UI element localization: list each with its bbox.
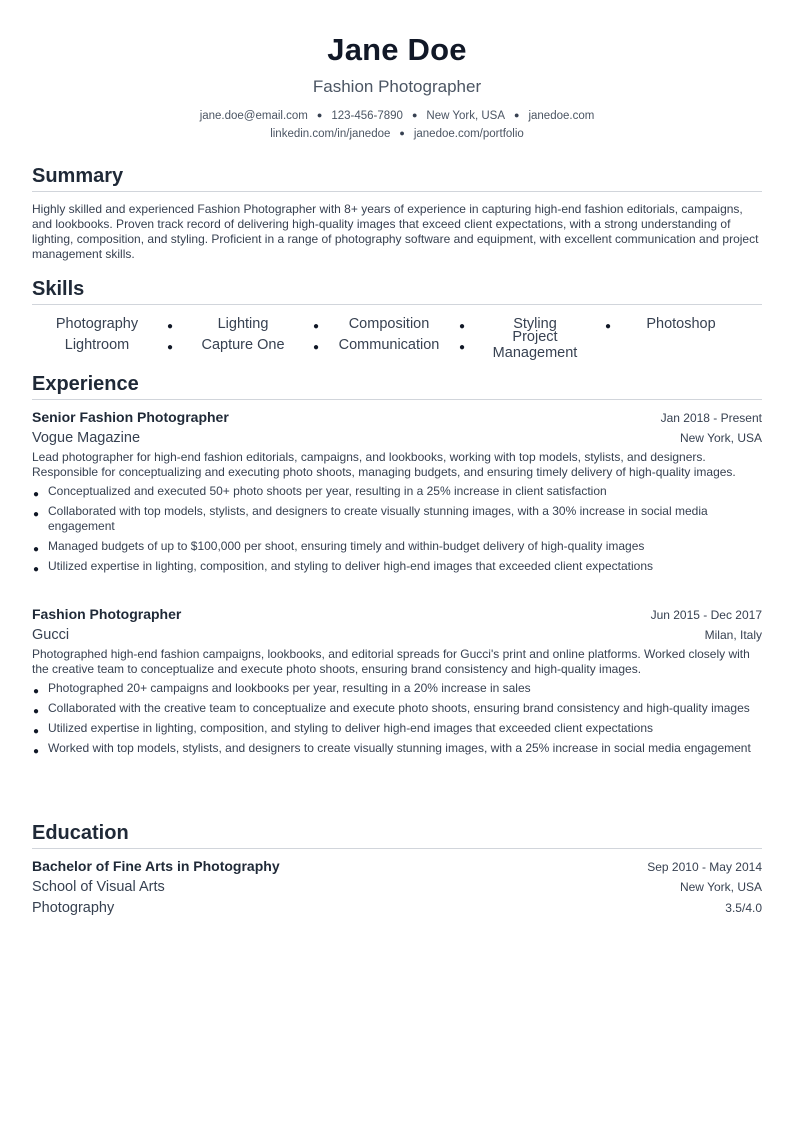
list-item: ● Collaborated with top models, stylists, and designers to create visually stunning images, with a 30% increase in social media engagement — [33, 504, 708, 533]
school-location: New York, USA — [679, 880, 762, 894]
degree-name: Bachelor of Fine Arts in Photography — [32, 858, 280, 874]
skill-item: Composition — [348, 315, 430, 332]
experience-entry — [32, 408, 762, 579]
separator-dot: ● — [458, 321, 466, 332]
summary-text: Highly skilled and experienced Fashion Photographer with 8+ years of experience in capturing high-end fashion editorials, campaigns, and lookbooks. Proven track record of delivering high-quality images that exceed client expectations, with a strong understanding of lighting, composition, and styling. Proficient in a range of photography software and equipment, with excellent communication and project management skills. — [32, 202, 759, 261]
skills-row-1 — [32, 313, 762, 334]
bullet-icon: ● — [33, 726, 40, 737]
contact-linkedin[interactable]: linkedin.com/in/janedoe — [270, 128, 391, 140]
skill-item: Project Management — [492, 328, 578, 361]
job-location: New York, USA — [679, 431, 762, 445]
list-item: ● Utilized expertise in lighting, composition, and styling to deliver high-end images that exceeded client expectations — [33, 559, 654, 575]
list-item: ● Photographed 20+ campaigns and lookbooks per year, resulting in a 20% increase in sales — [33, 681, 531, 697]
separator-dot: ● — [514, 110, 520, 120]
education-heading: Education — [32, 820, 762, 849]
contact-portfolio[interactable]: janedoe.com/portfolio — [413, 128, 524, 140]
bullet-icon: ● — [33, 686, 40, 697]
skill-item: Capture One — [201, 336, 285, 353]
experience-heading: Experience — [32, 371, 762, 400]
job-company: Gucci — [32, 627, 70, 643]
skills-heading: Skills — [32, 276, 762, 305]
bullet-icon: ● — [33, 706, 40, 717]
list-item: ● Worked with top models, stylists, and designers to create visually stunning images, with a 25% increase in social media engagement — [33, 741, 751, 757]
experience-entry — [32, 605, 762, 761]
contact-phone[interactable]: 123-456-7890 — [331, 110, 403, 122]
skill-item: Styling — [513, 315, 557, 332]
job-achievements — [32, 484, 762, 574]
candidate-name: Jane Doe — [327, 32, 467, 67]
contact-row-1 — [32, 107, 762, 124]
skill-item: Photoshop — [646, 315, 716, 332]
contact-email[interactable]: jane.doe@email.com — [199, 110, 308, 122]
job-role: Fashion Photographer — [32, 606, 182, 622]
skill-item: Photography — [55, 315, 139, 332]
job-dates: Jan 2018 - Present — [660, 411, 762, 425]
separator-dot: ● — [166, 321, 174, 332]
separator-dot: ● — [312, 321, 320, 332]
bullet-icon: ● — [33, 564, 40, 575]
list-item: ● Managed budgets of up to $100,000 per shoot, ensuring timely and within-budget delivery of high-quality images — [33, 539, 645, 555]
separator-dot: ● — [399, 128, 405, 138]
bullet-icon: ● — [33, 509, 40, 520]
separator-dot: ● — [411, 110, 418, 120]
candidate-title: Fashion Photographer — [312, 77, 482, 96]
job-company: Vogue Magazine — [32, 430, 141, 446]
education-entry — [32, 857, 762, 919]
job-description: Photographed high-end fashion campaigns, lookbooks, and editorial spreads for Gucci's print and online platforms. Worked closely with the creative team to conceptualize and execute photo shoots, ensuring brand consistency and high-quality images. — [32, 647, 750, 676]
job-achievements — [32, 681, 762, 756]
field-of-study: Photography — [32, 900, 115, 916]
list-item: ● Conceptualized and executed 50+ photo shoots per year, resulting in a 25% increase in client satisfaction — [33, 484, 607, 500]
bullet-icon: ● — [33, 746, 40, 757]
education-dates: Sep 2010 - May 2014 — [647, 860, 762, 874]
skill-item: Lightroom — [64, 336, 130, 353]
skill-item: Lighting — [217, 315, 269, 332]
job-role: Senior Fashion Photographer — [32, 409, 229, 425]
separator-dot: ● — [312, 342, 320, 353]
school-name: School of Visual Arts — [32, 879, 165, 895]
gpa: 3.5/4.0 — [725, 901, 762, 915]
summary-heading: Summary — [32, 163, 762, 192]
separator-dot: ● — [458, 342, 466, 353]
contact-location: New York, USA — [426, 110, 506, 122]
contact-row-2 — [32, 125, 762, 142]
job-location: Milan, Italy — [704, 628, 762, 642]
bullet-icon: ● — [33, 544, 40, 555]
list-item: ● Utilized expertise in lighting, composition, and styling to deliver high-end images that exceeded client expectations — [33, 721, 654, 737]
list-item: ● Collaborated with the creative team to conceptualize and execute photo shoots, ensuring brand consistency and high-quality images — [33, 701, 750, 717]
skills-row-2 — [32, 328, 762, 361]
skills-grid — [32, 313, 762, 361]
job-description: Lead photographer for high-end fashion editorials, campaigns, and lookbooks, working with top models, stylists, and designers. Responsible for conceptualizing and executing photo shoots, managing budgets, and ensuring timely delivery of high-quality images. — [32, 450, 736, 479]
separator-dot: ● — [316, 110, 323, 120]
bullet-icon: ● — [33, 489, 40, 500]
separator-dot: ● — [604, 321, 612, 332]
skill-item: Communication — [338, 336, 440, 353]
job-dates: Jun 2015 - Dec 2017 — [650, 608, 762, 622]
separator-dot: ● — [166, 342, 174, 353]
contact-website[interactable]: janedoe.com — [528, 110, 595, 122]
